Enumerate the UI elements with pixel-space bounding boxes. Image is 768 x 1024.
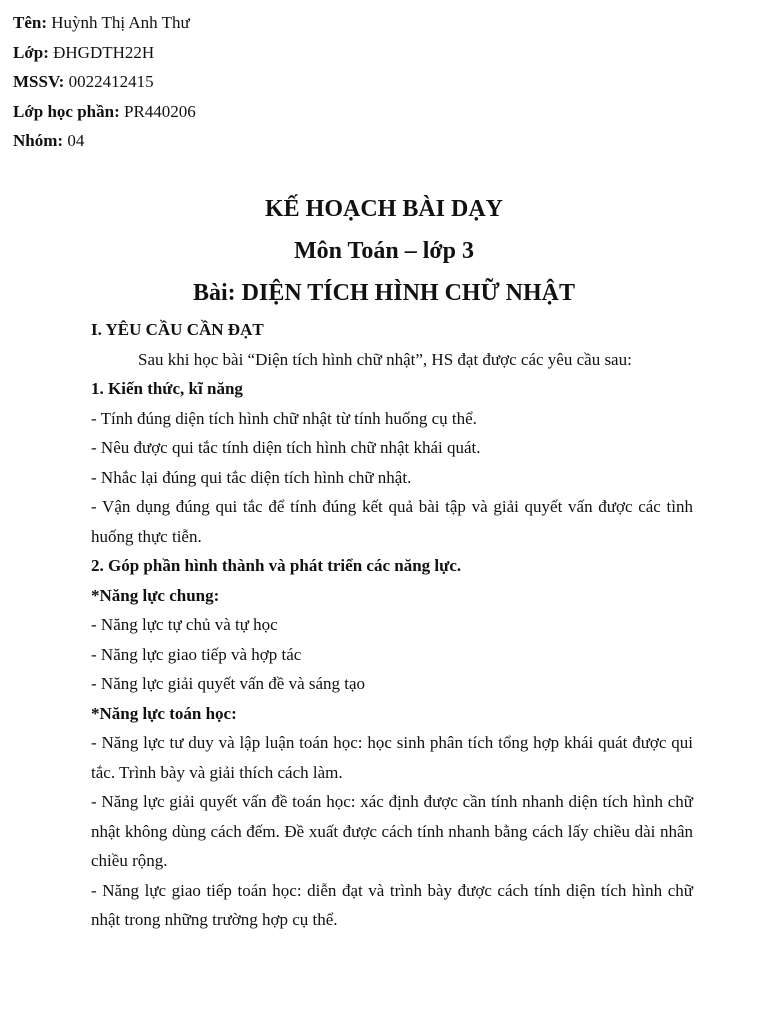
- math-item: - Năng lực giao tiếp toán học: diễn đạt và trình bày được cách tính diện tích hình chữ nhật trong những trường hợp cụ thể.: [91, 880, 693, 929]
- general-item: - Năng lực giao tiếp và hợp tác: [91, 644, 302, 664]
- math-item: - Năng lực tư duy và lập luận toán học: học sinh phân tích tổng hợp khái quát được qui tắc. Trình bày và giải thích cách làm.: [91, 733, 693, 782]
- math-heading: *Năng lực toán học:: [91, 703, 237, 723]
- knowledge-item: - Nêu được qui tắc tính diện tích hình chữ nhật khái quát.: [91, 438, 481, 457]
- student-name-line: [13, 8, 413, 38]
- general-heading: *Năng lực chung:: [91, 585, 220, 605]
- lesson-value: DIỆN TÍCH HÌNH CHỮ NHẬT: [235, 280, 576, 306]
- id-label: MSSV:: [13, 72, 65, 91]
- intro-text: Sau khi học bài “Diện tích hình chữ nhật”, HS đạt được các yêu cầu sau:: [138, 349, 632, 369]
- class-label: Lớp:: [13, 42, 49, 62]
- group-label: Nhóm:: [13, 131, 64, 150]
- subject-title: Môn Toán – lớp 3: [293, 238, 475, 264]
- lesson-content: [91, 315, 693, 935]
- document-titles: [0, 188, 768, 314]
- math-item: - Năng lực giải quyết vấn đề toán học: xác định được cần tính nhanh diện tích hình chữ nhật không dùng cách đếm. Đề xuất được cách tính nhanh bằng cách lấy chiều dài nhân chiều rộng.: [91, 792, 693, 870]
- name-value: Huỳnh Thị Anh Thư: [47, 13, 190, 32]
- group-line: [13, 126, 413, 156]
- name-label: Tên:: [13, 13, 47, 32]
- knowledge-item: - Tính đúng diện tích hình chữ nhật từ tính huống cụ thể.: [91, 408, 477, 428]
- course-value: PR440206: [119, 101, 196, 121]
- course-label: Lớp học phần:: [13, 101, 120, 121]
- subheading-competency: 2. Góp phần hình thành và phát triển các năng lực.: [91, 556, 462, 575]
- lesson-title: [0, 272, 768, 314]
- id-value: 0022412415: [64, 72, 154, 91]
- class-value: ĐHGDTH22H: [48, 42, 155, 62]
- section-heading: I. YÊU CẦU CẦN ĐẠT: [91, 320, 264, 339]
- general-item: - Năng lực tự chủ và tự học: [91, 615, 278, 634]
- knowledge-item: - Vận dụng đúng qui tắc để tính đúng kết quả bài tập và giải quyết vấn được các tình huống thực tiễn.: [91, 497, 693, 546]
- subheading-knowledge: 1. Kiến thức, kĩ năng: [91, 379, 243, 398]
- general-item: - Năng lực giải quyết vấn đề và sáng tạo: [91, 674, 366, 693]
- student-id-line: [13, 67, 413, 97]
- student-info: [13, 8, 413, 156]
- group-value: 04: [63, 131, 85, 150]
- main-title: KẾ HOẠCH BÀI DẠY: [264, 196, 504, 222]
- course-line: [13, 97, 413, 127]
- knowledge-item: - Nhắc lại đúng qui tắc diện tích hình chữ nhật.: [91, 467, 412, 487]
- student-class-line: [13, 38, 413, 68]
- lesson-label: Bài:: [192, 280, 236, 306]
